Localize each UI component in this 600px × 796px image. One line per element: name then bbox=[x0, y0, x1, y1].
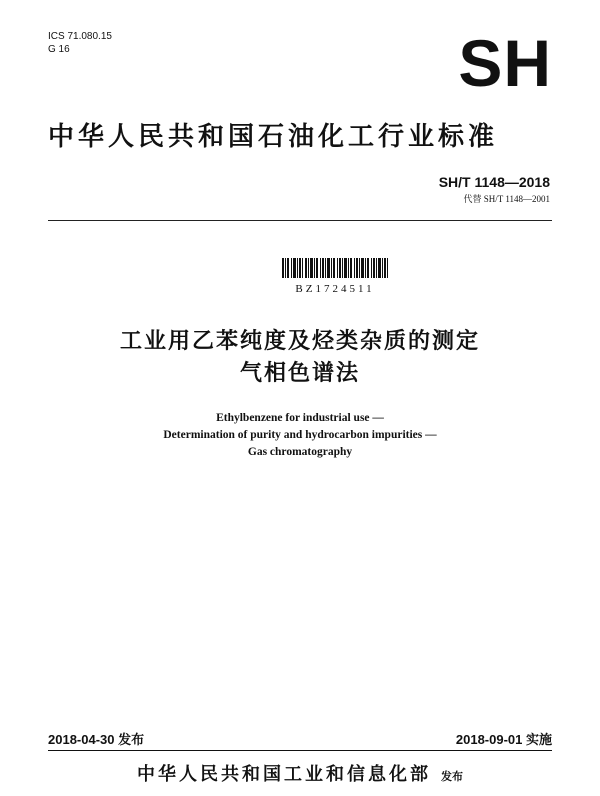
footer-divider bbox=[48, 750, 552, 751]
english-title-line-3: Gas chromatography bbox=[247, 446, 353, 458]
chinese-title-line-1: 工业用乙苯纯度及烃类杂质的测定 bbox=[119, 329, 480, 354]
issue-label: 发布 bbox=[441, 770, 463, 783]
standard-category-title: 中华人民共和国石油化工行业标准 bbox=[48, 122, 499, 152]
issuing-authority bbox=[0, 764, 600, 786]
classification-codes bbox=[48, 30, 112, 56]
implementation-date: 2018-09-01 实施 bbox=[455, 732, 552, 747]
chinese-title bbox=[0, 326, 600, 390]
header-divider bbox=[48, 220, 552, 221]
issuer-name: 中华人民共和国工业和信息化部 bbox=[137, 764, 431, 785]
barcode bbox=[282, 258, 388, 295]
standard-number: SH/T 1148—2018 bbox=[438, 174, 550, 190]
category-mark: SH bbox=[458, 26, 552, 100]
chinese-title-line-2: 气相色谱法 bbox=[239, 361, 360, 386]
replaces-note: 代替 SH/T 1148—2001 bbox=[463, 194, 550, 204]
english-title-line-1: Ethylbenzene for industrial use — bbox=[216, 412, 384, 424]
english-title-line-2: Determination of purity and hydrocarbon impurities — bbox=[163, 429, 437, 441]
ccs-code: G 16 bbox=[48, 44, 70, 55]
ics-code: ICS 71.080.15 bbox=[48, 31, 112, 42]
barcode-number: BZ1724511 bbox=[295, 283, 375, 295]
barcode-graphic bbox=[282, 258, 388, 278]
release-date: 2018-04-30 发布 bbox=[48, 732, 145, 747]
english-title bbox=[0, 410, 600, 461]
